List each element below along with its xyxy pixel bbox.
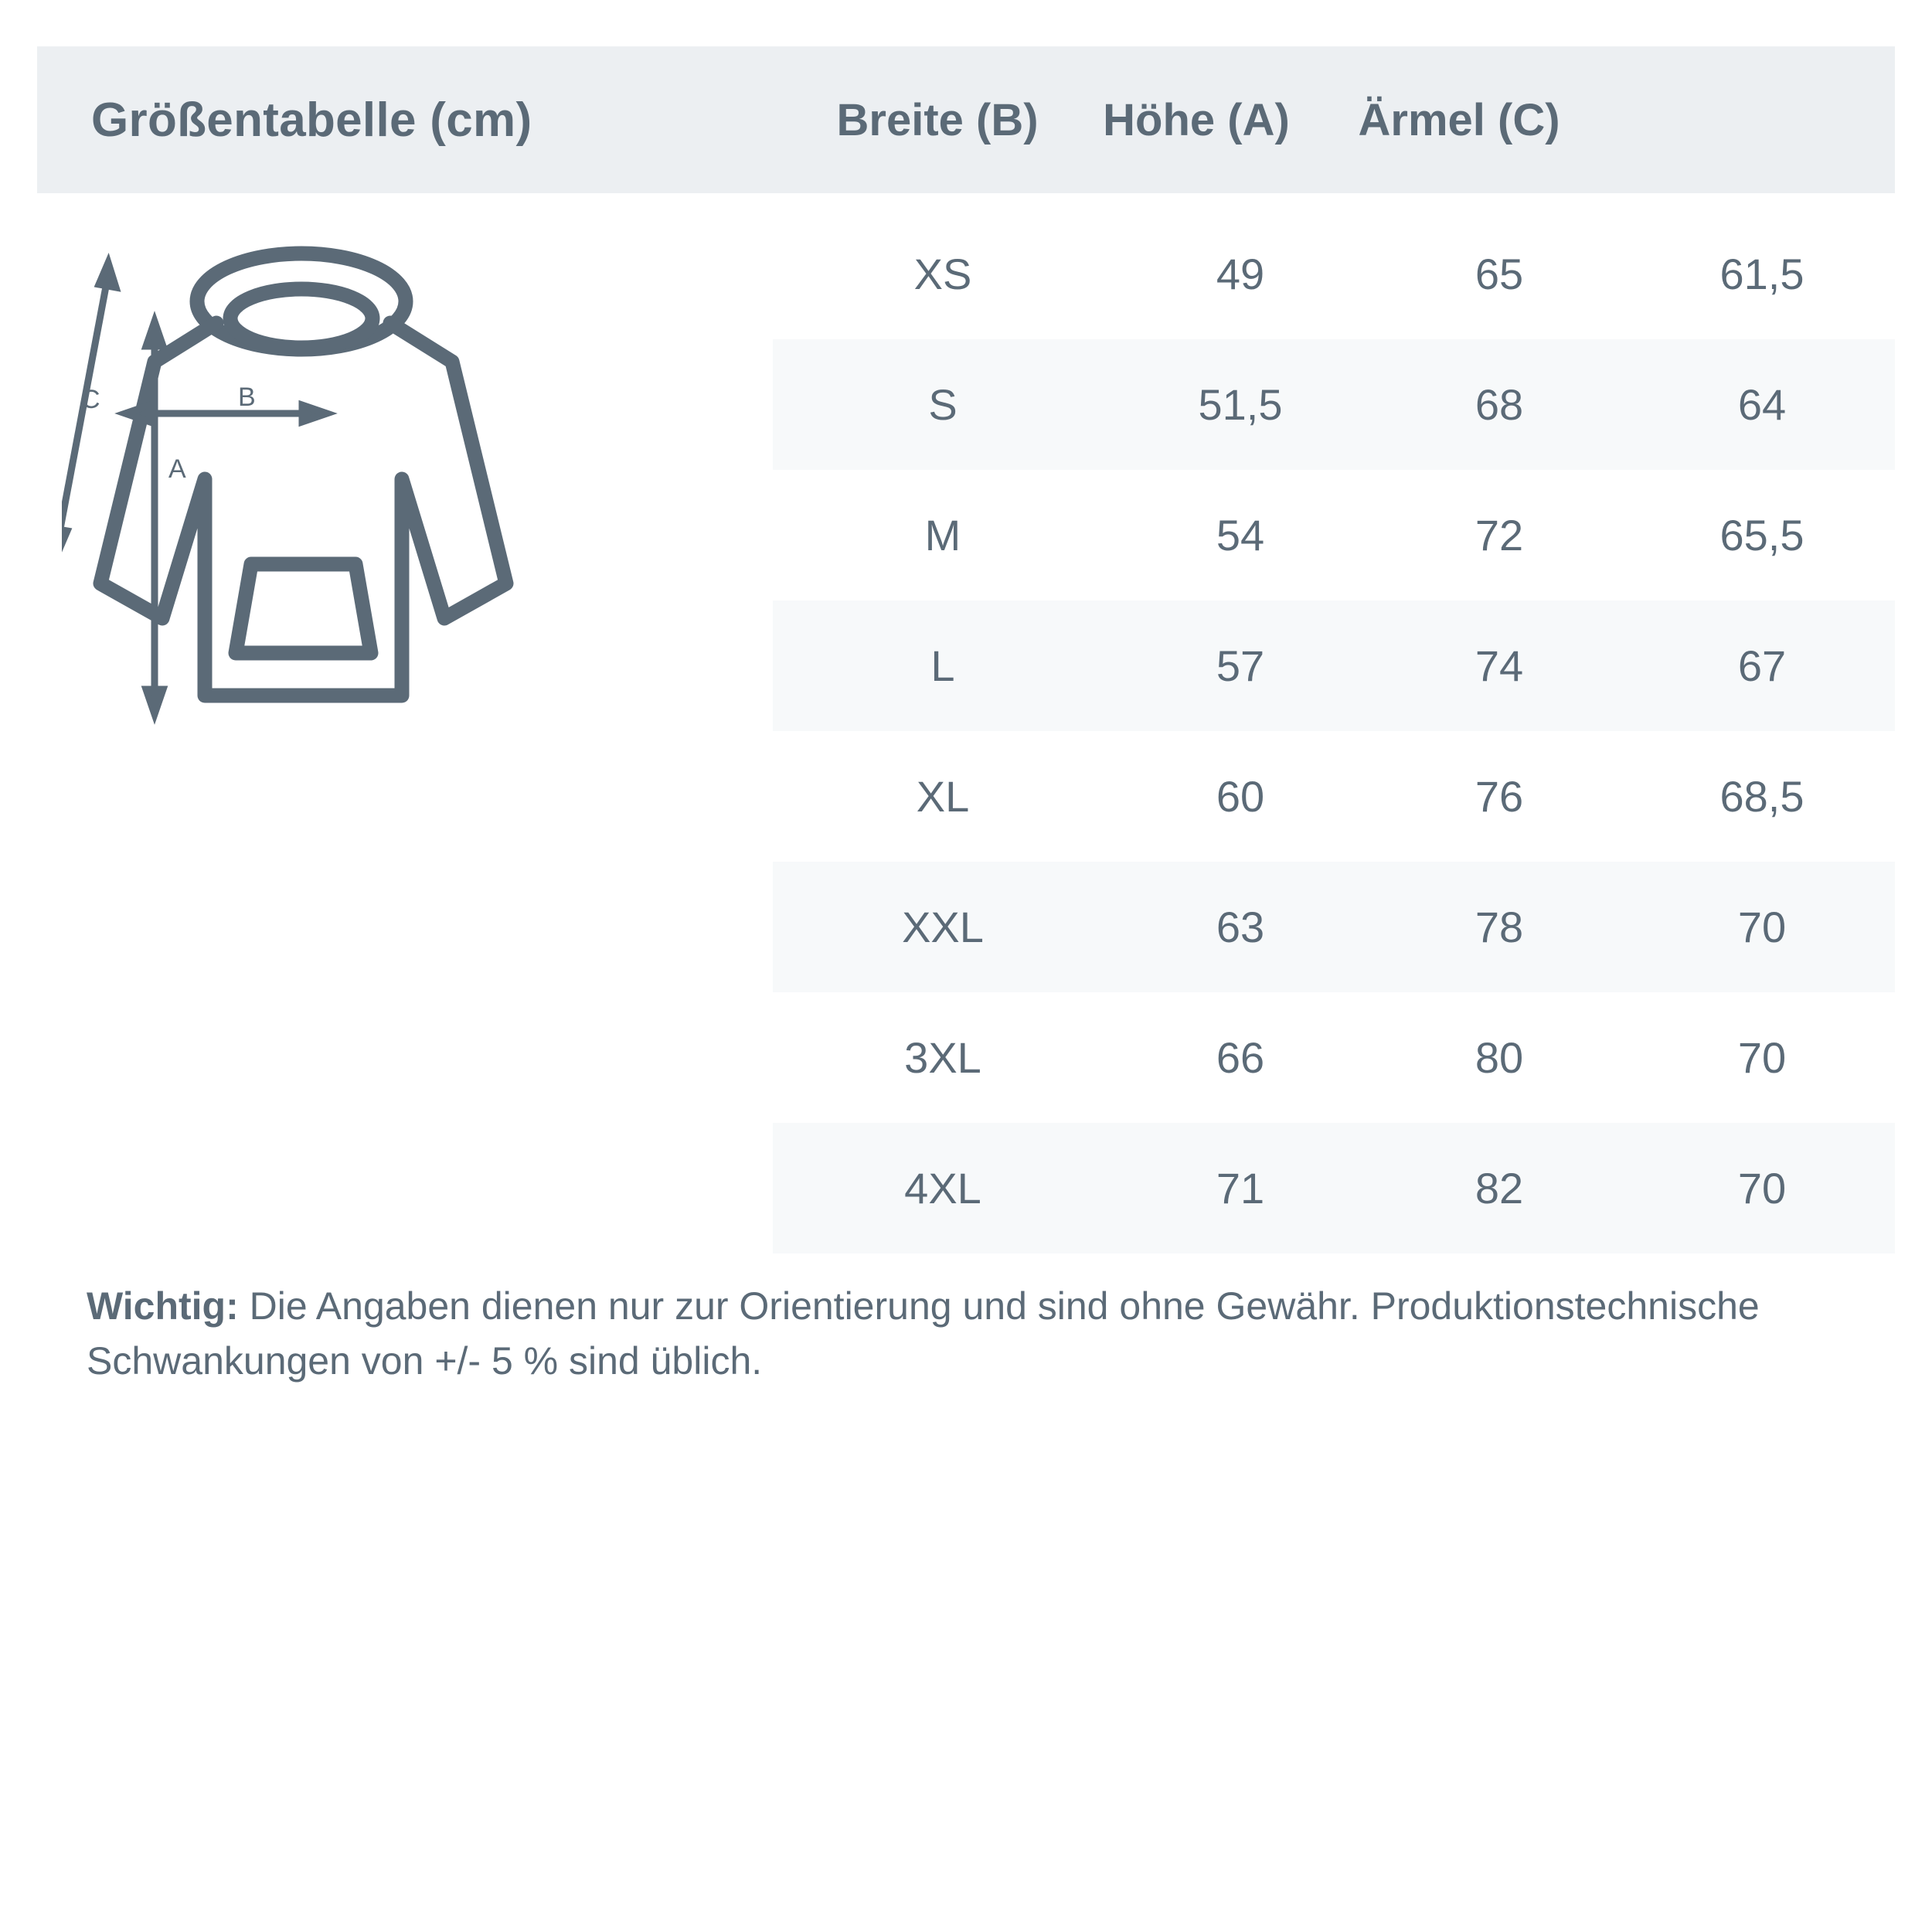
cell-sleeve: 67 [1737, 641, 1787, 690]
cell-height: 65 [1475, 250, 1524, 298]
cell-size: L [930, 641, 955, 690]
footnote-label: Wichtig: [87, 1284, 239, 1328]
label-b: B [238, 383, 256, 412]
cell-sleeve: 70 [1737, 903, 1787, 951]
footnote-text: Die Angaben dienen nur zur Orientierung und sind ohne Gewähr. Produktionstechnische Schwankungen von +/- 5 % sind üblich. [87, 1284, 1760, 1383]
column-header-width: Breite (B) [836, 94, 1039, 145]
label-a: A [168, 454, 186, 484]
cell-height: 72 [1475, 511, 1524, 560]
column-headers [810, 94, 1895, 146]
cell-height: 80 [1475, 1033, 1524, 1082]
cell-size: 3XL [904, 1033, 981, 1082]
cell-height: 68 [1475, 380, 1524, 429]
cell-size: 4XL [904, 1164, 981, 1213]
cell-width: 60 [1216, 772, 1265, 821]
table-row [773, 1123, 1895, 1253]
cell-width: 57 [1216, 641, 1265, 690]
table-row [773, 209, 1895, 339]
table-row [773, 862, 1895, 992]
cell-size: XL [916, 772, 970, 821]
table-row [773, 600, 1895, 731]
cell-height: 74 [1475, 641, 1524, 690]
cell-sleeve: 68,5 [1719, 772, 1804, 821]
table-header-band [37, 46, 1895, 193]
cell-size: XXL [902, 903, 984, 951]
page-title: Größentabelle (cm) [91, 93, 532, 147]
cell-height: 82 [1475, 1164, 1524, 1213]
cell-height: 78 [1475, 903, 1524, 951]
cell-size: S [928, 380, 957, 429]
column-header-height: Höhe (A) [1103, 94, 1290, 145]
footnote [87, 1279, 1864, 1389]
cell-width: 63 [1216, 903, 1265, 951]
table-row [773, 992, 1895, 1123]
hoodie-measurement-diagram [62, 232, 773, 850]
cell-sleeve: 64 [1737, 380, 1787, 429]
cell-size: M [924, 511, 961, 560]
cell-sleeve: 70 [1737, 1033, 1787, 1082]
cell-size: XS [913, 250, 972, 298]
cell-sleeve: 61,5 [1719, 250, 1804, 298]
table-row [773, 339, 1895, 470]
table-row [773, 470, 1895, 600]
size-table [773, 209, 1895, 1253]
cell-width: 51,5 [1198, 380, 1283, 429]
cell-height: 76 [1475, 772, 1524, 821]
table-row [773, 731, 1895, 862]
cell-width: 71 [1216, 1164, 1265, 1213]
label-c: C [81, 385, 100, 414]
cell-width: 66 [1216, 1033, 1265, 1082]
cell-width: 49 [1216, 250, 1265, 298]
cell-width: 54 [1216, 511, 1265, 560]
column-header-sleeve: Ärmel (C) [1358, 94, 1560, 145]
cell-sleeve: 70 [1737, 1164, 1787, 1213]
cell-sleeve: 65,5 [1719, 511, 1804, 560]
